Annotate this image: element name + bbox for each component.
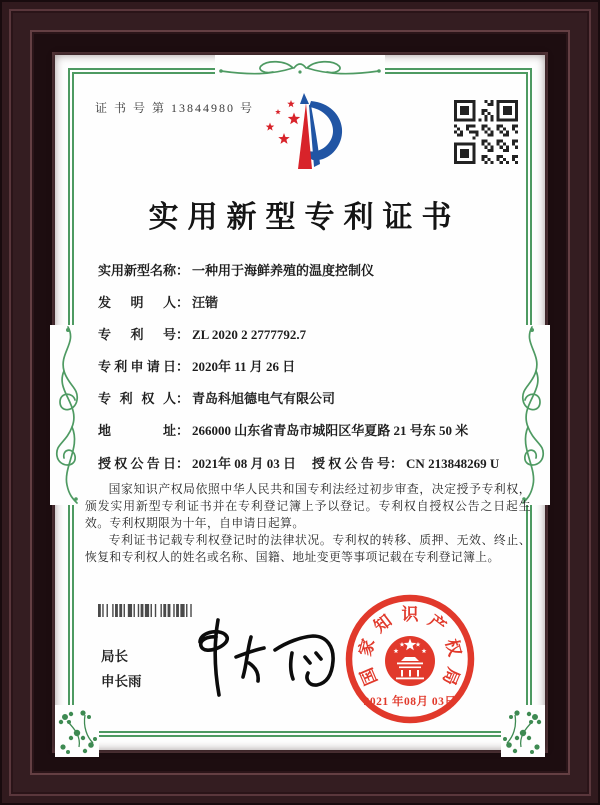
colon: ： [176,359,190,374]
field-value: 2021年 08 月 03 日 [192,456,297,471]
seal-char: 产 [424,610,450,637]
official-seal [340,589,480,729]
field-value: CN 213848269 U [406,456,500,471]
field-address [98,420,468,439]
field-label: 实用新型名称 [98,263,177,278]
field-inventor [98,292,218,311]
bottom-left-floral-ornament [55,705,99,757]
field-value: 一种用于海鲜养殖的温度控制仪 [192,263,375,278]
colon: ： [176,263,190,278]
left-flourish-ornament [50,325,86,505]
field-value: ZL 2020 2 2777792.7 [192,327,307,342]
signer-title: 局长 [101,649,128,664]
certificate-title: 实用新型专利证书 [148,201,461,234]
field-utility-model-name [98,260,374,279]
field-patentee [98,388,335,407]
top-flourish-ornament [215,55,385,85]
field-value: 汪锴 [192,295,219,310]
field-value: 266000 山东省青岛市城阳区华夏路 21 号东 50 米 [192,423,469,438]
colon: ： [176,423,190,438]
field-label: 专利号 [98,327,176,342]
certificate-paper [55,55,545,750]
field-label: 授权公告日 [98,456,176,471]
seal-char: 识 [401,605,419,624]
field-patent-number [98,324,306,343]
certificate-number: 证 书 号 第 13844980 号 [95,101,255,115]
colon: ： [176,456,190,471]
field-grant-row [98,453,499,472]
signature [188,615,340,700]
field-label: 地址 [98,423,176,438]
colon: ： [176,295,190,310]
statute-paragraph-2: 专利证书记载专利权登记时的法律状况。专利权的转移、质押、无效、终止、恢复和专利权人的姓名或名称、国籍、地址变更等事项记载在专利登记簿上。 [85,533,531,565]
field-value: 2020年 11 月 26 日 [192,359,296,374]
right-flourish-ornament [514,325,550,505]
field-label: 专利权人 [98,391,176,406]
qr-code [454,100,518,164]
bottom-right-floral-ornament [501,705,545,757]
national-emblem-icon [385,636,435,686]
seal-char: 国 [356,664,382,688]
field-label: 专利申请日 [98,359,176,374]
field-label: 发明人 [98,295,176,310]
statute-paragraphs [85,481,531,566]
seal-date: 2021 年08月 03日 [363,696,457,708]
field-value: 青岛科旭德电气有限公司 [192,391,336,406]
signer-name: 申长雨 [101,674,142,689]
field-label: 授权公告号 [312,456,391,471]
statute-paragraph-1: 国家知识产权局依照中华人民共和国专利法经过初步审查，决定授予专利权，颁发实用新型专利证书并在专利登记簿上予以登记。专利权自授权公告之日起生效。专利权期限为十年，自申请日起算。 [85,482,531,531]
seal-char: 权 [441,636,465,659]
colon: ： [390,456,404,471]
seal-char: 知 [370,610,396,637]
cnipa-logo-icon [251,91,347,185]
colon: ： [176,391,190,406]
field-filing-date [98,356,295,375]
seal-char: 家 [355,636,379,659]
colon: ： [176,327,190,342]
seal-char: 局 [438,664,464,688]
